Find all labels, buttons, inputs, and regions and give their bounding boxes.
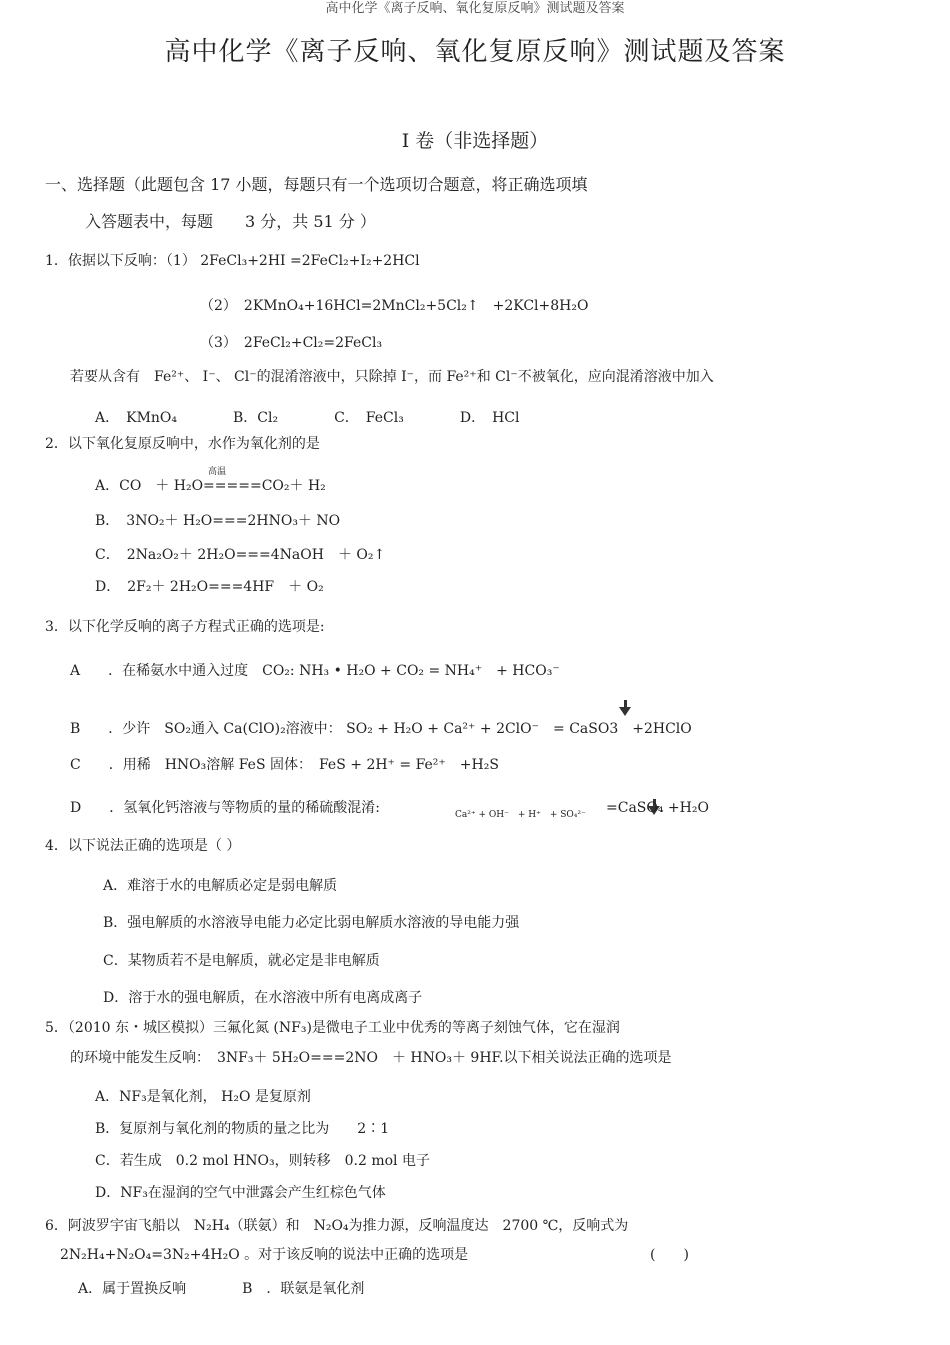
q4-option-b: B．强电解质的水溶液导电能力必定比弱电解质水溶液的导电能力强 — [103, 915, 520, 931]
section-heading: I 卷（非选择题） — [401, 130, 549, 152]
document-title: 高中化学《离子反响、氧化复原反响》测试题及答案 — [164, 37, 786, 67]
precipitate-arrow-icon — [619, 707, 631, 716]
q6-stem-line-1: 6．阿波罗宇宙飞船以 N₂H₄（联氨）和 N₂O₄为推力源，反响温度达 2700 ℃，反响式为 — [45, 1218, 629, 1234]
q2-option-d: D． 2F₂＋ 2H₂O===4HF ＋ O₂ — [95, 579, 324, 595]
q5-option-b: B．复原剂与氧化剂的物质的量之比为 2∶1 — [95, 1121, 390, 1137]
q1-stem: 1．依据以下反响：（1） 2FeCl₃+2HI =2FeCl₂+I₂+2HCl — [45, 253, 420, 269]
q3-option-d-equation: Ca²⁺ + OH⁻ + H⁺ + SO₄²⁻ — [455, 810, 586, 820]
q3-option-a: A ．在稀氨水中通入过度 CO₂: NH₃ • H₂O + CO₂ = NH₄⁺ + HCO₃⁻ — [70, 663, 560, 679]
q1-reaction-3: （3） 2FeCl₂+Cl₂=2FeCl₃ — [200, 335, 383, 351]
q5-stem-line-1: 5．（2010 东・城区模拟）三氟化氮 (NF₃)是微电子工业中优秀的等离子刻蚀气体，它在湿润 — [45, 1020, 620, 1036]
q4-option-d: D．溶于水的强电解质，在水溶液中所有电离成离子 — [103, 990, 423, 1006]
q2-option-c: C． 2Na₂O₂＋ 2H₂O===4NaOH ＋ O₂↑ — [95, 547, 386, 563]
q6-answer-paren: ( ) — [650, 1247, 689, 1263]
q2-condition: 高温 — [208, 467, 227, 477]
q2-option-a: A．CO ＋ H₂O=====CO₂＋ H₂ — [95, 478, 326, 494]
q4-stem: 4．以下说法正确的选项是（ ） — [45, 838, 241, 854]
q3-option-d: D ．氢氧化钙溶液与等物质的量的稀硫酸混淆: — [70, 800, 380, 816]
q1-question: 若要从含有 Fe²⁺、 I⁻、 Cl⁻的混淆溶液中，只除掉 I⁻，而 Fe²⁺和 Cl⁻不被氧化，应向混淆溶液中加入 — [70, 369, 714, 385]
q3-stem: 3．以下化学反响的离子方程式正确的选项是: — [45, 619, 325, 635]
q5-option-d: D．NF₃在湿润的空气中泄露会产生红棕色气体 — [95, 1185, 386, 1201]
q3-option-c: C ．用稀 HNO₃溶解 FeS 固体： FeS + 2H⁺ = Fe²⁺ +H₂S — [70, 757, 499, 773]
q4-option-a: A．难溶于水的电解质必定是弱电解质 — [103, 878, 338, 894]
q5-option-a: A．NF₃是氧化剂， H₂O 是复原剂 — [95, 1089, 311, 1105]
q3-option-b: B ．少许 SO₂通入 Ca(ClO)₂溶液中： SO₂ + H₂O + Ca²⁺ + 2ClO⁻ = CaSO3 +2HClO — [70, 721, 692, 737]
q6-options: A．属于置换反响 B ．联氨是氧化剂 — [78, 1281, 365, 1297]
q6-stem-line-2: 2N₂H₄+N₂O₄=3N₂+4H₂O 。对于该反响的说法中正确的选项是 — [60, 1247, 469, 1263]
q5-stem-line-2: 的环境中能发生反响： 3NF₃＋ 5H₂O===2NO ＋ HNO₃＋ 9HF.以下相关说法正确的选项是 — [70, 1050, 672, 1066]
q3-option-d-product: =CaSO₄ +H₂O — [606, 800, 709, 816]
q4-option-c: C．某物质若不是电解质，就必定是非电解质 — [103, 953, 380, 969]
q1-reaction-2: （2） 2KMnO₄+16HCl=2MnCl₂+5Cl₂↑ +2KCl+8H₂O — [200, 298, 589, 314]
q2-option-b: B． 3NO₂＋ H₂O===2HNO₃＋ NO — [95, 513, 341, 529]
q5-option-c: C．若生成 0.2 mol HNO₃，则转移 0.2 mol 电子 — [95, 1153, 430, 1169]
page-header: 高中化学《离子反响、氧化复原反响》测试题及答案 — [325, 1, 625, 16]
q2-stem: 2．以下氧化复原反响中，水作为氧化剂的是 — [45, 436, 320, 452]
intro-line-2: 入答题表中，每题 3 分，共 51 分 ） — [85, 212, 376, 231]
intro-line-1: 一、选择题（此题包含 17 小题，每题只有一个选项切合题意，将正确选项填 — [45, 175, 588, 194]
q1-options: A． KMnO₄ B．Cl₂ C． FeCl₃ D． HCl — [95, 410, 520, 426]
